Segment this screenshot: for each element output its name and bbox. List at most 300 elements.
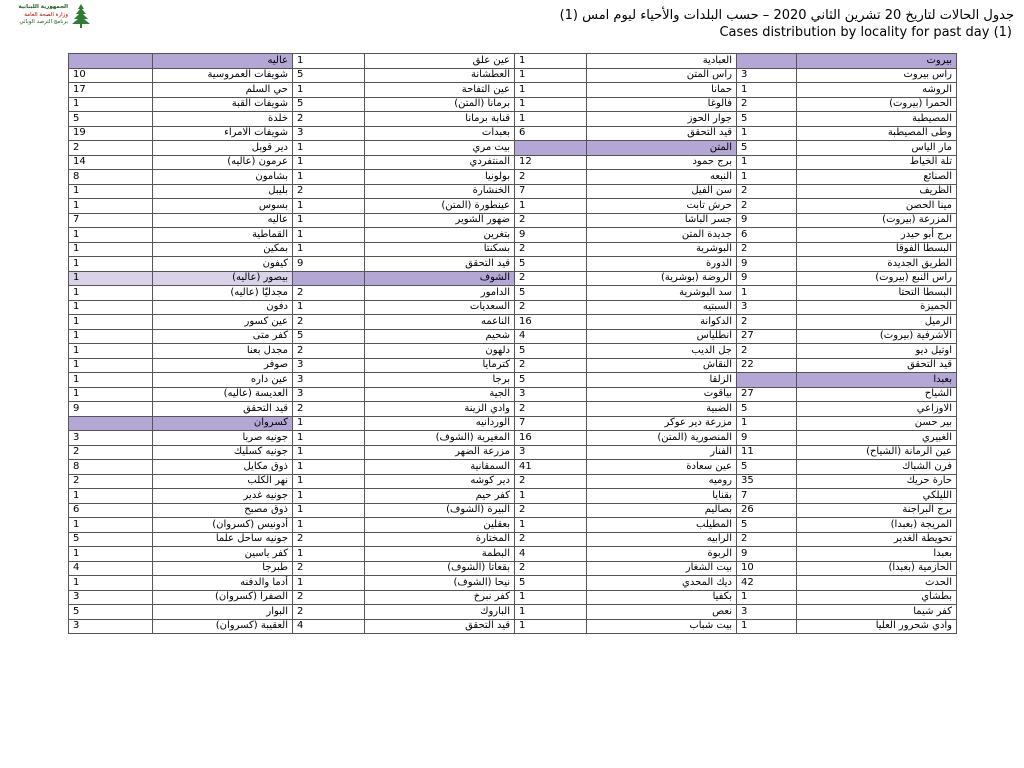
case-count: 1 [69, 228, 153, 243]
case-count: 2 [515, 358, 587, 373]
case-count: 2 [69, 141, 153, 156]
case-count: 9 [737, 547, 797, 562]
table-row [69, 54, 957, 69]
case-count: 6 [69, 503, 153, 518]
case-count: 2 [515, 402, 587, 417]
locality-name: بمكين [153, 242, 293, 257]
case-count: 1 [515, 489, 587, 504]
locality-name: الحازمية (بعبدا) [797, 561, 957, 576]
case-count: 1 [737, 619, 797, 634]
locality-name: بقعاتا (الشوف) [365, 561, 515, 576]
case-count: 3 [515, 387, 587, 402]
locality-name: ذوق مكايل [153, 460, 293, 475]
case-count: 1 [515, 199, 587, 214]
table-row [69, 199, 957, 214]
case-count: 2 [293, 605, 365, 620]
case-count: 2 [515, 532, 587, 547]
locality-name: البيرة (الشوف) [365, 503, 515, 518]
case-count: 1 [737, 170, 797, 185]
locality-name: مار الياس [797, 141, 957, 156]
locality-name: تحويطة الغدير [797, 532, 957, 547]
case-count [737, 373, 797, 388]
locality-name: انطلياس [587, 329, 737, 344]
locality-name: بير حسن [797, 416, 957, 431]
locality-name: شويفات الامراء [153, 126, 293, 141]
locality-name: الحمرا (بيروت) [797, 97, 957, 112]
case-count: 5 [293, 97, 365, 112]
case-count [69, 416, 153, 431]
table-row [69, 358, 957, 373]
locality-name: فالوغا [587, 97, 737, 112]
locality-name: سن الفيل [587, 184, 737, 199]
case-count: 2 [69, 445, 153, 460]
locality-name: الربوة [587, 547, 737, 562]
locality-name: الخنشارة [365, 184, 515, 199]
case-count: 5 [515, 373, 587, 388]
locality-name: كفر شيما [797, 605, 957, 620]
region-header: الشوف [365, 271, 515, 286]
case-count: 5 [515, 344, 587, 359]
locality-name: البوشرية [587, 242, 737, 257]
case-count: 2 [737, 199, 797, 214]
case-count: 1 [515, 518, 587, 533]
locality-name: جونيه ساحل علما [153, 532, 293, 547]
region-header: بيروت [797, 54, 957, 69]
case-count: 5 [737, 460, 797, 475]
locality-name: برجا [365, 373, 515, 388]
case-count: 5 [515, 286, 587, 301]
locality-name: أدونيس (كسروان) [153, 518, 293, 533]
case-count: 8 [69, 170, 153, 185]
locality-name: اوتيل ديو [797, 344, 957, 359]
case-count: 9 [515, 228, 587, 243]
locality-name: عين الرمانة (الشياح) [797, 445, 957, 460]
locality-name: بيت شباب [587, 619, 737, 634]
case-count: 1 [293, 141, 365, 156]
locality-name: الاوزاعي [797, 402, 957, 417]
case-count: 1 [515, 112, 587, 127]
logo-line-2: وزارة الصحة العامة [24, 11, 68, 18]
case-count: 2 [737, 97, 797, 112]
table-row [69, 387, 957, 402]
case-count: 1 [293, 242, 365, 257]
case-count: 4 [515, 329, 587, 344]
table-row [69, 315, 957, 330]
table-row [69, 213, 957, 228]
locality-name: السبتيه [587, 300, 737, 315]
locality-name: حرش تابت [587, 199, 737, 214]
locality-name: البطمة [365, 547, 515, 562]
locality-name: برمانا (المتن) [365, 97, 515, 112]
locality-name: مجدل بعنا [153, 344, 293, 359]
locality-name: الدكوانة [587, 315, 737, 330]
table-row [69, 576, 957, 591]
case-count: 2 [293, 590, 365, 605]
case-count: 3 [69, 431, 153, 446]
region-header: بعبدا [797, 373, 957, 388]
case-count: 5 [69, 112, 153, 127]
locality-name: عين التفاحة [365, 83, 515, 98]
case-count: 2 [737, 242, 797, 257]
case-count: 1 [293, 155, 365, 170]
locality-name: العبادية [587, 54, 737, 69]
locality-name: بيصور (عاليه) [153, 271, 293, 286]
table-row [69, 68, 957, 83]
table-row [69, 126, 957, 141]
case-count: 3 [293, 387, 365, 402]
case-count: 1 [293, 431, 365, 446]
case-count: 1 [293, 445, 365, 460]
page-title-arabic: جدول الحالات لتاريخ 20 تشرين الثاني 2020 – حسب البلدات والأحياء ليوم امس (1) [559, 8, 1014, 23]
case-count: 1 [737, 590, 797, 605]
case-count: 5 [69, 532, 153, 547]
locality-name: بليبل [153, 184, 293, 199]
case-count: 1 [293, 503, 365, 518]
case-count: 1 [69, 547, 153, 562]
table-row [69, 590, 957, 605]
locality-name: قيد التحقق [587, 126, 737, 141]
table-row [69, 547, 957, 562]
case-count: 2 [69, 474, 153, 489]
locality-name: الجميزة [797, 300, 957, 315]
case-count: 2 [737, 315, 797, 330]
case-count: 2 [515, 474, 587, 489]
case-count: 1 [69, 97, 153, 112]
case-count: 4 [69, 561, 153, 576]
case-count: 2 [515, 213, 587, 228]
locality-name: شحيم [365, 329, 515, 344]
case-count: 1 [293, 489, 365, 504]
locality-name: خلدة [153, 112, 293, 127]
case-count: 5 [293, 329, 365, 344]
case-count: 4 [515, 547, 587, 562]
locality-name: بياقوت [587, 387, 737, 402]
table-row [69, 503, 957, 518]
locality-name: وادي الزينة [365, 402, 515, 417]
locality-name: قيد التحقق [153, 402, 293, 417]
case-count: 3 [69, 619, 153, 634]
case-count: 1 [69, 518, 153, 533]
locality-name: مزرعة دير عوكر [587, 416, 737, 431]
case-count: 1 [69, 358, 153, 373]
page-header [0, 0, 1024, 46]
case-count: 3 [69, 590, 153, 605]
locality-name: الظريف [797, 184, 957, 199]
case-count: 2 [737, 344, 797, 359]
table-row [69, 170, 957, 185]
locality-name: فرن الشباك [797, 460, 957, 475]
case-count: 27 [737, 329, 797, 344]
case-count: 2 [293, 184, 365, 199]
case-count: 1 [69, 373, 153, 388]
case-count: 5 [515, 576, 587, 591]
locality-name: عينطورة (المتن) [365, 199, 515, 214]
case-count: 1 [293, 576, 365, 591]
case-count: 1 [69, 286, 153, 301]
locality-name: المختارة [365, 532, 515, 547]
case-count: 9 [293, 257, 365, 272]
case-count: 9 [737, 271, 797, 286]
logo-line-3: برنامج الترصد الوبائي [19, 19, 68, 25]
case-count: 8 [69, 460, 153, 475]
case-count: 1 [293, 474, 365, 489]
case-count: 2 [293, 315, 365, 330]
locality-name: دير قوبل [153, 141, 293, 156]
case-count: 7 [737, 489, 797, 504]
case-count: 26 [737, 503, 797, 518]
locality-name: ضهور الشوير [365, 213, 515, 228]
locality-name: السعديات [365, 300, 515, 315]
locality-name: بقنايا [587, 489, 737, 504]
case-count: 5 [737, 141, 797, 156]
case-count: 14 [69, 155, 153, 170]
case-count: 1 [293, 416, 365, 431]
case-count: 17 [69, 83, 153, 98]
case-count: 6 [737, 228, 797, 243]
locality-name: العديسة (عاليه) [153, 387, 293, 402]
case-count [515, 141, 587, 156]
case-count: 2 [293, 532, 365, 547]
case-count: 27 [737, 387, 797, 402]
locality-name: بتغرين [365, 228, 515, 243]
case-count: 7 [69, 213, 153, 228]
case-count: 10 [69, 68, 153, 83]
case-count: 1 [737, 155, 797, 170]
locality-name: الضبية [587, 402, 737, 417]
case-count: 22 [737, 358, 797, 373]
locality-name: الحدث [797, 576, 957, 591]
locality-name: الروضة (بوشرية) [587, 271, 737, 286]
locality-name: برج أبو حيدر [797, 228, 957, 243]
locality-name: أدما والدفنه [153, 576, 293, 591]
case-count: 3 [515, 445, 587, 460]
locality-name: الصفرا (كسروان) [153, 590, 293, 605]
locality-name: الفنار [587, 445, 737, 460]
case-count: 1 [293, 547, 365, 562]
locality-name: جديدة المتن [587, 228, 737, 243]
locality-name: روميه [587, 474, 737, 489]
cases-table-body [69, 54, 957, 634]
case-count: 1 [69, 300, 153, 315]
case-count: 1 [69, 489, 153, 504]
locality-name: جونيه كسليك [153, 445, 293, 460]
case-count: 1 [69, 184, 153, 199]
locality-name: النقاش [587, 358, 737, 373]
case-count: 42 [737, 576, 797, 591]
case-count: 3 [293, 373, 365, 388]
case-count: 1 [515, 54, 587, 69]
case-count: 2 [515, 271, 587, 286]
locality-name: برج البراجنة [797, 503, 957, 518]
case-count: 1 [293, 54, 365, 69]
region-header: عاليه [153, 54, 293, 69]
region-header: كسروان [153, 416, 293, 431]
table-row [69, 561, 957, 576]
locality-name: العقيبة (كسروان) [153, 619, 293, 634]
locality-name: مزرعة الضهر [365, 445, 515, 460]
locality-name: الرميل [797, 315, 957, 330]
locality-name: كترمايا [365, 358, 515, 373]
case-count: 1 [69, 576, 153, 591]
case-count: 5 [293, 68, 365, 83]
locality-name: الشياح [797, 387, 957, 402]
case-count: 1 [515, 97, 587, 112]
case-count: 3 [293, 126, 365, 141]
locality-name: قيد التحقق [797, 358, 957, 373]
case-count: 1 [515, 68, 587, 83]
locality-name: عين داره [153, 373, 293, 388]
case-count: 1 [293, 518, 365, 533]
locality-name: بعقلين [365, 518, 515, 533]
case-count: 1 [515, 83, 587, 98]
case-count: 9 [69, 402, 153, 417]
locality-name: جونيه غدير [153, 489, 293, 504]
case-count [293, 271, 365, 286]
case-count: 7 [515, 184, 587, 199]
locality-name: الأشرفية (بيروت) [797, 329, 957, 344]
locality-name: الزلقا [587, 373, 737, 388]
case-count: 2 [293, 344, 365, 359]
locality-name: المنتفردي [365, 155, 515, 170]
locality-name: مينا الحصن [797, 199, 957, 214]
locality-name: عرمون (عاليه) [153, 155, 293, 170]
locality-name: بسوس [153, 199, 293, 214]
locality-name: قيد التحقق [365, 257, 515, 272]
case-count: 1 [293, 170, 365, 185]
case-count: 1 [69, 242, 153, 257]
case-count: 19 [69, 126, 153, 141]
case-count: 9 [737, 213, 797, 228]
locality-name: جوار الحوز [587, 112, 737, 127]
locality-name: ذوق مصبح [153, 503, 293, 518]
case-count: 5 [69, 605, 153, 620]
case-count: 9 [737, 257, 797, 272]
table-row [69, 532, 957, 547]
table-row [69, 97, 957, 112]
case-count: 2 [293, 112, 365, 127]
locality-name: الصنائع [797, 170, 957, 185]
table-row [69, 228, 957, 243]
case-count: 5 [737, 518, 797, 533]
locality-name: المصيطبة [797, 112, 957, 127]
locality-name: برج حمود [587, 155, 737, 170]
table-row [69, 416, 957, 431]
locality-name: الدورة [587, 257, 737, 272]
case-count: 2 [515, 242, 587, 257]
cases-table [68, 53, 957, 634]
case-count: 1 [737, 416, 797, 431]
locality-name: راس بيروت [797, 68, 957, 83]
case-count: 7 [515, 416, 587, 431]
locality-name: بيت الشغار [587, 561, 737, 576]
case-count: 12 [515, 155, 587, 170]
locality-name: حي السلم [153, 83, 293, 98]
locality-name: النبعه [587, 170, 737, 185]
case-count: 1 [69, 257, 153, 272]
case-count: 9 [737, 431, 797, 446]
case-count: 1 [737, 286, 797, 301]
locality-name: حمانا [587, 83, 737, 98]
case-count: 2 [515, 503, 587, 518]
case-count: 1 [69, 199, 153, 214]
table-row [69, 300, 957, 315]
locality-name: نعص [587, 605, 737, 620]
locality-name: الناعمه [365, 315, 515, 330]
table-row [69, 489, 957, 504]
case-count: 41 [515, 460, 587, 475]
case-count: 1 [69, 271, 153, 286]
case-count [737, 54, 797, 69]
locality-name: عاليه [153, 213, 293, 228]
case-count: 2 [293, 286, 365, 301]
locality-name: بعبدا [797, 547, 957, 562]
table-row [69, 431, 957, 446]
locality-name: بيت مري [365, 141, 515, 156]
table-row [69, 445, 957, 460]
locality-name: دلهون [365, 344, 515, 359]
locality-name: طبرجا [153, 561, 293, 576]
cedar-icon [70, 3, 92, 29]
case-count: 3 [293, 358, 365, 373]
table-row [69, 605, 957, 620]
locality-name: تلة الخياط [797, 155, 957, 170]
locality-name: عين علق [365, 54, 515, 69]
locality-name: راس النبع (بيروت) [797, 271, 957, 286]
locality-name: دير كوشه [365, 474, 515, 489]
locality-name: جونيه صربا [153, 431, 293, 446]
case-count: 1 [69, 329, 153, 344]
locality-name: قنابة برمانا [365, 112, 515, 127]
case-count: 2 [515, 170, 587, 185]
case-count: 10 [737, 561, 797, 576]
locality-name: بطشاي [797, 590, 957, 605]
locality-name: شويفات القبة [153, 97, 293, 112]
case-count: 1 [293, 83, 365, 98]
case-count: 11 [737, 445, 797, 460]
case-count [69, 54, 153, 69]
locality-name: حارة حريك [797, 474, 957, 489]
locality-name: بشامون [153, 170, 293, 185]
case-count: 1 [293, 228, 365, 243]
locality-name: وطى المصيطبة [797, 126, 957, 141]
locality-name: نيحا (الشوف) [365, 576, 515, 591]
locality-name: جل الديب [587, 344, 737, 359]
case-count: 1 [69, 315, 153, 330]
table-row [69, 184, 957, 199]
locality-name: راس المتن [587, 68, 737, 83]
locality-name: الرابيه [587, 532, 737, 547]
case-count: 3 [737, 605, 797, 620]
case-count: 1 [515, 590, 587, 605]
table-row [69, 257, 957, 272]
case-count: 1 [293, 199, 365, 214]
locality-name: قيد التحقق [365, 619, 515, 634]
case-count: 6 [515, 126, 587, 141]
locality-name: المنصورية (المتن) [587, 431, 737, 446]
locality-name: البسطا الفوقا [797, 242, 957, 257]
locality-name: المريجة (بعبدا) [797, 518, 957, 533]
locality-name: الليلكي [797, 489, 957, 504]
case-count: 1 [69, 387, 153, 402]
case-count: 5 [737, 112, 797, 127]
region-header: المتن [587, 141, 737, 156]
table-row [69, 373, 957, 388]
case-count: 3 [737, 300, 797, 315]
table-row [69, 329, 957, 344]
locality-name: مجدليّا (عاليه) [153, 286, 293, 301]
table-row [69, 518, 957, 533]
case-count: 1 [515, 619, 587, 634]
